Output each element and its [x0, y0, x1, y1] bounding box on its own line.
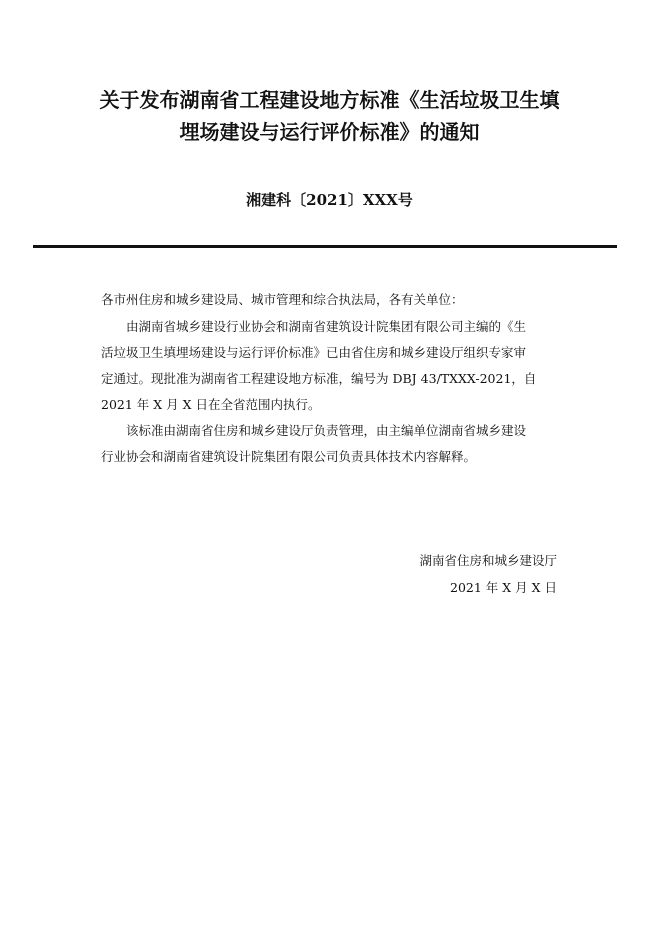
notice-title-line-2: 埋场建设与运行评价标准》的通知	[179, 120, 480, 144]
paragraph-1-line-4: 2021 年 X 月 X 日在全省范围内执行。	[101, 397, 321, 412]
paragraph-1-line-1: 由湖南省城乡建设行业协会和湖南省建筑设计院集团有限公司主编的《生	[126, 319, 527, 334]
notice-title-line-1: 关于发布湖南省工程建设地方标准《生活垃圾卫生填	[99, 88, 560, 112]
header-divider	[33, 245, 617, 248]
issue-date: 2021 年 X 月 X 日	[450, 580, 557, 595]
paragraph-2-line-2: 行业协会和湖南省建筑设计院集团有限公司负责具体技术内容解释。	[101, 449, 477, 464]
salutation: 各市州住房和城乡建设局、城市管理和综合执法局，各有关单位：	[101, 292, 464, 307]
paragraph-2-line-1: 该标准由湖南省住房和城乡建设厅负责管理，由主编单位湖南省城乡建设	[126, 423, 527, 438]
document-number: 湘建科〔2021〕XXX号	[246, 191, 413, 209]
paragraph-1-line-3: 定通过。现批准为湖南省工程建设地方标准，编号为 DBJ 43/TXXX-2021，自	[101, 371, 537, 386]
paragraph-1-line-2: 活垃圾卫生填埋场建设与运行评价标准》已由省住房和城乡建设厅组织专家审	[101, 345, 527, 360]
issuer-signature: 湖南省住房和城乡建设厅	[419, 553, 557, 568]
